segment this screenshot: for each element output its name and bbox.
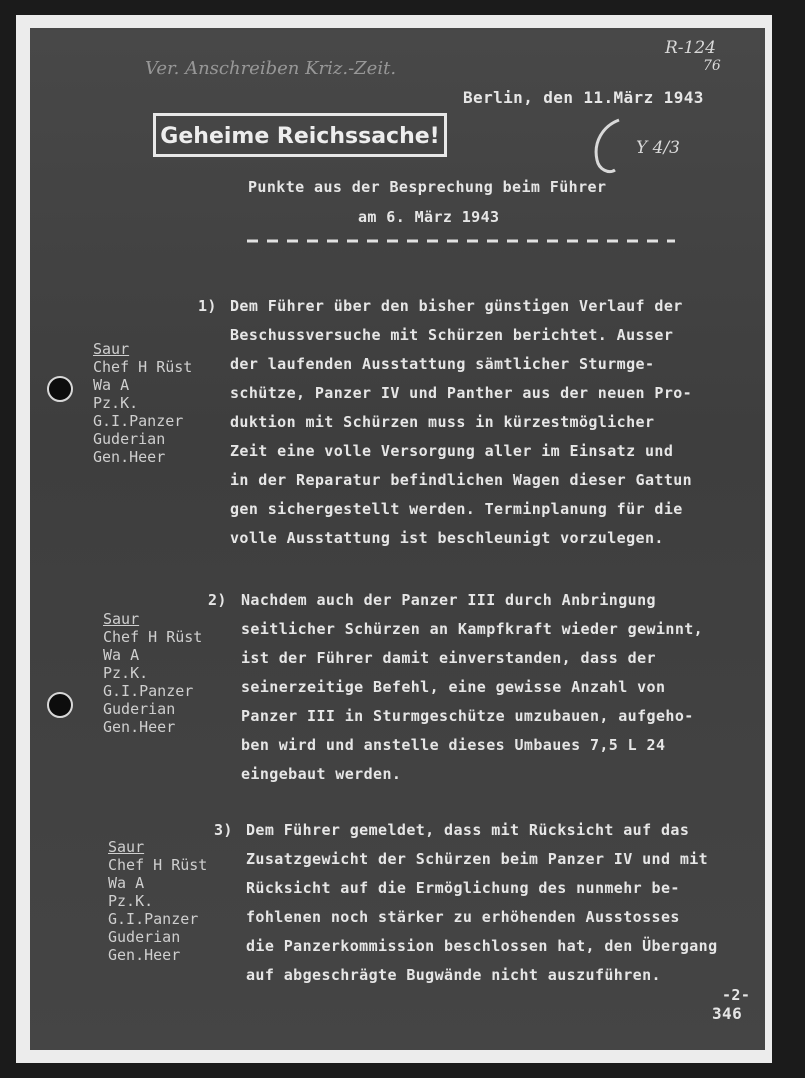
distribution-list-2	[103, 610, 202, 736]
distribution-entry: Chef H Rüst	[93, 358, 193, 376]
distribution-entry: Pz.K.	[108, 892, 154, 910]
punch-hole-top	[47, 376, 73, 402]
text-line: fohlenen noch stärker zu erhöhenden Ausstosses	[246, 908, 680, 926]
distribution-entry: G.I.Panzer	[108, 910, 199, 928]
handwritten-initials-mark	[585, 112, 625, 182]
punch-hole-bottom	[47, 692, 73, 718]
distribution-entry: G.I.Panzer	[93, 412, 184, 430]
page-continuation: -2-	[722, 986, 751, 1004]
secret-stamp: Geheime Reichssache!	[153, 113, 447, 157]
distribution-entry: Gen.Heer	[108, 946, 181, 964]
title-underline-dashes	[247, 234, 675, 248]
distribution-entry: Gen.Heer	[93, 448, 166, 466]
text-line: ben wird und anstelle dieses Umbaues 7,5 L 24	[241, 736, 666, 754]
distribution-entry: Chef H Rüst	[108, 856, 208, 874]
point-number-3: 3)	[214, 821, 233, 839]
page-stamp-number: 346	[712, 1004, 743, 1023]
point-1-text	[230, 292, 692, 553]
title-line-1: Punkte aus der Besprechung beim Führer	[248, 178, 607, 196]
text-line: Beschussversuche mit Schürzen berichtet. Ausser	[230, 326, 674, 344]
distribution-entry: G.I.Panzer	[103, 682, 194, 700]
point-number-1: 1)	[198, 297, 217, 315]
distribution-entry: Pz.K.	[93, 394, 139, 412]
distribution-entry: Wa A	[103, 646, 140, 664]
point-number-2: 2)	[208, 591, 227, 609]
text-line: ist der Führer damit einverstanden, dass der	[241, 649, 656, 667]
text-line: duktion mit Schürzen muss in kürzestmöglicher	[230, 413, 655, 431]
distribution-entry: Guderian	[108, 928, 181, 946]
text-line: volle Ausstattung ist beschleunigt vorzulegen.	[230, 529, 664, 547]
text-line: gen sichergestellt werden. Terminplanung für die	[230, 500, 683, 518]
distribution-entry: Saur	[108, 838, 145, 856]
distribution-list-3	[108, 838, 207, 964]
text-line: seinerzeitige Befehl, eine gewisse Anzahl von	[241, 678, 666, 696]
distribution-entry: Pz.K.	[103, 664, 149, 682]
text-line: Panzer III in Sturmgeschütze umzubauen, aufgeho-	[241, 707, 694, 725]
distribution-entry: Guderian	[93, 430, 166, 448]
distribution-entry: Gen.Heer	[103, 718, 176, 736]
text-line: auf abgeschrägte Bugwände nicht auszuführen.	[246, 966, 661, 984]
distribution-entry: Chef H Rüst	[103, 628, 203, 646]
text-line: Dem Führer über den bisher günstigen Verlauf der	[230, 297, 683, 315]
title-line-2: am 6. März 1943	[358, 208, 500, 226]
archive-reference: R-124	[665, 38, 716, 58]
archive-reference-sub: 76	[703, 58, 721, 74]
text-line: der laufenden Ausstattung sämtlicher Sturmge-	[230, 355, 655, 373]
text-line: die Panzerkommission beschlossen hat, den Übergang	[246, 937, 718, 955]
text-line: in der Reparatur befindlichen Wagen dieser Gattun	[230, 471, 693, 489]
text-line: Rücksicht auf die Ermöglichung des nunmehr be-	[246, 879, 680, 897]
text-line: Nachdem auch der Panzer III durch Anbringung	[241, 591, 656, 609]
distribution-entry: Wa A	[108, 874, 145, 892]
point-2-text	[241, 586, 703, 789]
distribution-entry: Saur	[103, 610, 140, 628]
distribution-entry: Wa A	[93, 376, 130, 394]
distribution-entry: Guderian	[103, 700, 176, 718]
distribution-entry: Saur	[93, 340, 130, 358]
text-line: schütze, Panzer IV und Panther aus der neuen Pro-	[230, 384, 693, 402]
text-line: seitlicher Schürzen an Kampfkraft wieder gewinnt,	[241, 620, 704, 638]
text-line: Zeit eine volle Versorgung aller im Einsatz und	[230, 442, 674, 460]
text-line: eingebaut werden.	[241, 765, 402, 783]
text-line: Dem Führer gemeldet, dass mit Rücksicht auf das	[246, 821, 690, 839]
handwritten-initials: Y 4/3	[636, 138, 680, 158]
handwritten-note: Ver. Anschreiben Kriz.-Zeit.	[145, 58, 397, 79]
point-3-text	[246, 816, 718, 990]
text-line: Zusatzgewicht der Schürzen beim Panzer IV und mit	[246, 850, 709, 868]
place-date: Berlin, den 11.März 1943	[463, 88, 704, 107]
distribution-list-1	[93, 340, 192, 466]
